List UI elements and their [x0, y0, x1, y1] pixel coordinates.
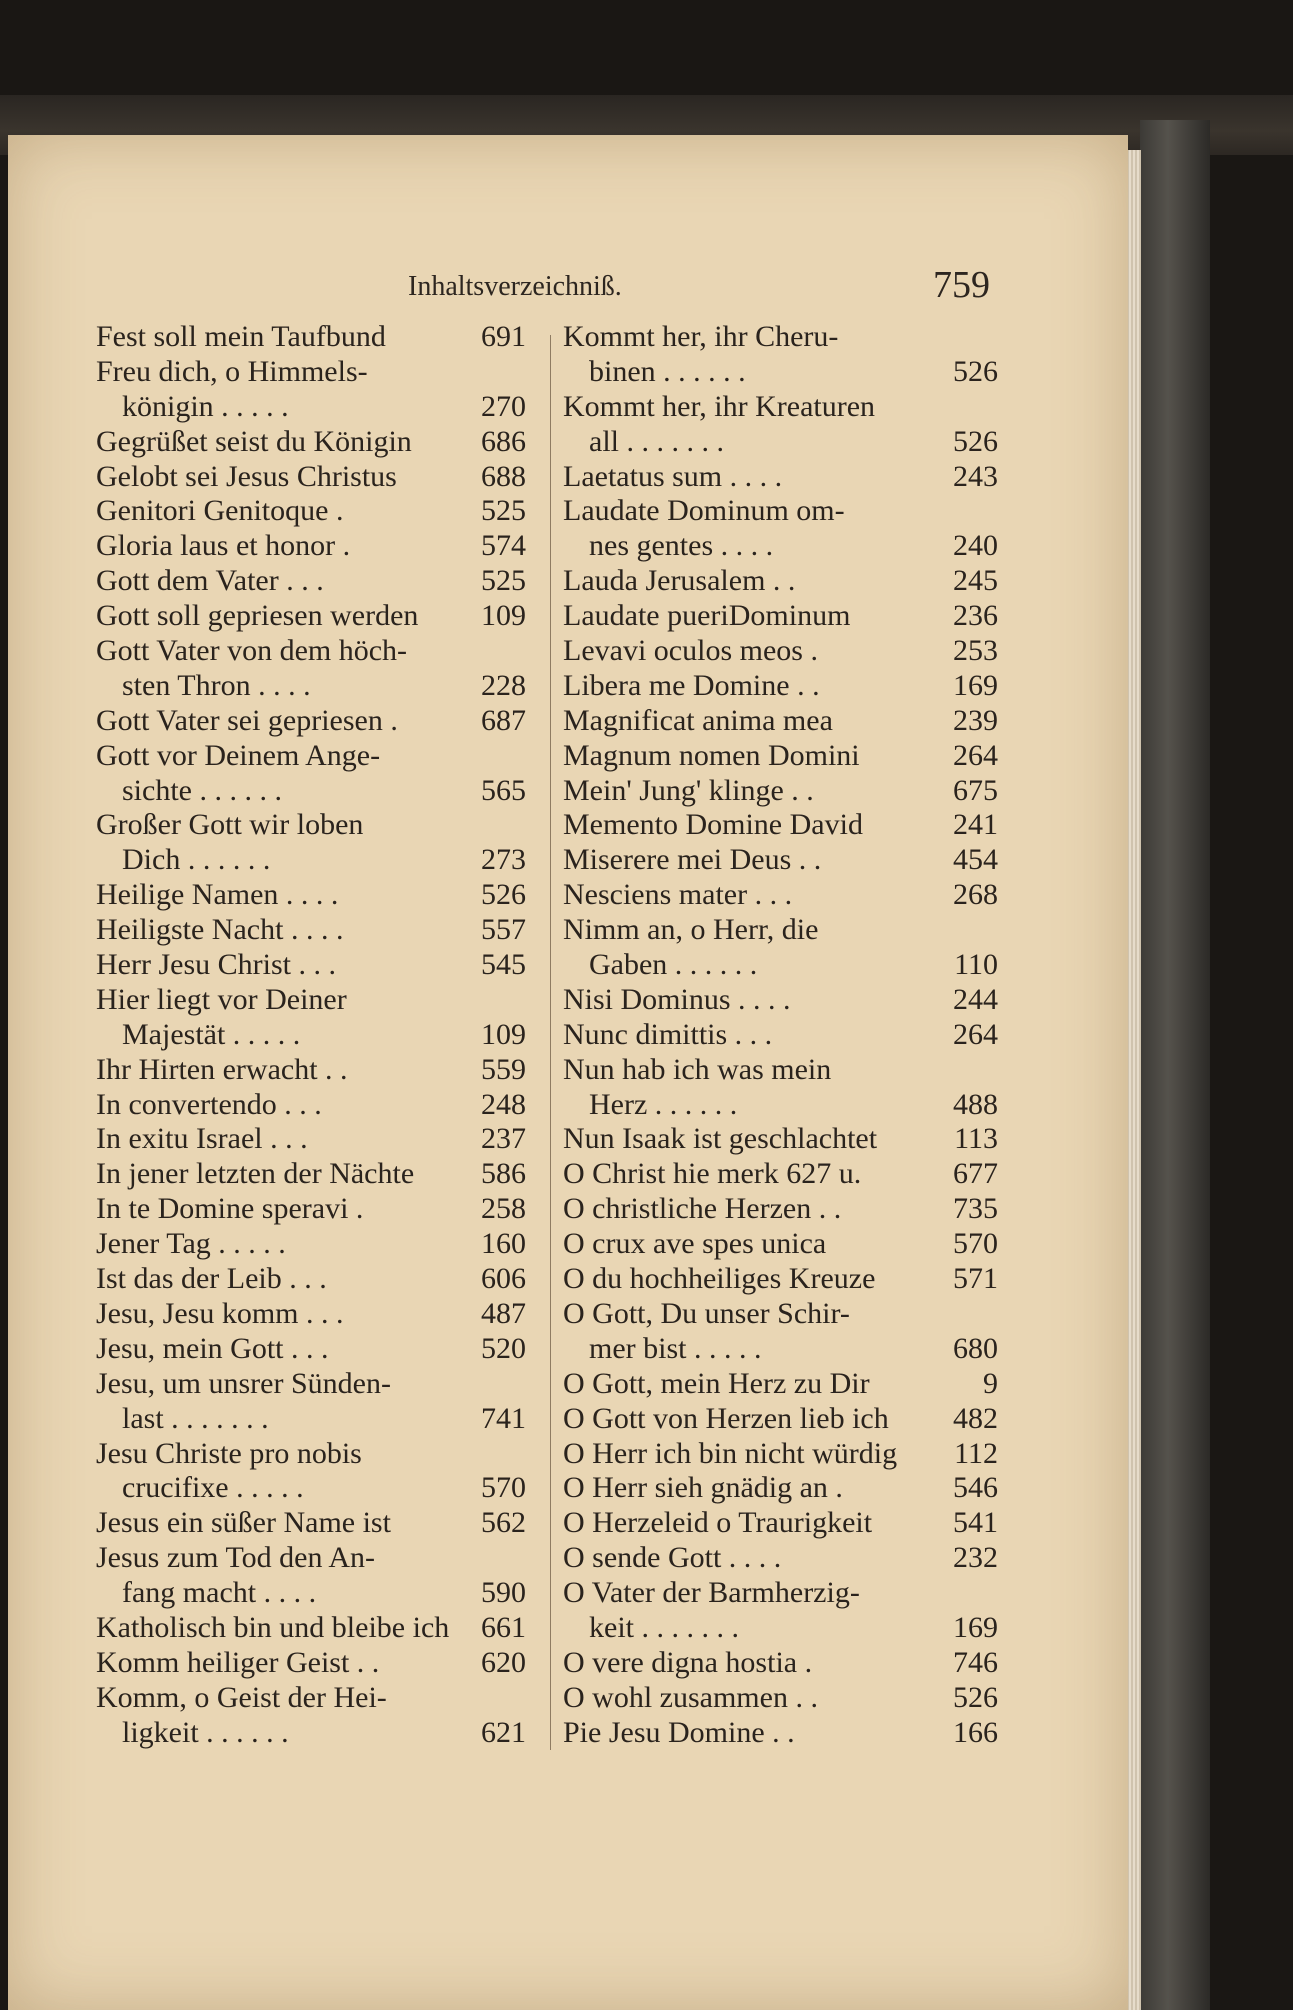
index-entry	[563, 1681, 998, 1716]
entry-page-number: 570	[481, 1471, 526, 1505]
entry-title: fang macht . . . .	[122, 1576, 317, 1610]
entry-page-number: 557	[481, 913, 526, 947]
entry-page-number: 160	[481, 1227, 526, 1261]
entry-title: Komm heiliger Geist . .	[96, 1645, 380, 1679]
book-page	[8, 135, 1128, 2010]
entry-title: O Gott, mein Herz zu Dir	[563, 1366, 870, 1400]
index-entry	[96, 808, 526, 843]
entry-page-number: 526	[953, 354, 998, 388]
entry-title: Libera me Domine . .	[563, 668, 820, 702]
entry-page-number: 565	[481, 773, 526, 807]
entry-title: nes gentes . . . .	[589, 529, 774, 563]
index-entry	[96, 1332, 526, 1367]
index-entry	[563, 1576, 998, 1611]
entry-title: Magnificat anima mea	[563, 703, 833, 737]
entry-page-number: 237	[481, 1122, 526, 1156]
entry-page-number: 570	[953, 1227, 998, 1261]
index-entry	[96, 739, 526, 774]
entry-title: Großer Gott wir loben	[96, 808, 364, 842]
entry-title: O Herr ich bin nicht würdig	[563, 1436, 898, 1470]
index-entry	[96, 425, 526, 460]
entry-title: Nesciens mater . . .	[563, 878, 793, 912]
index-entry	[96, 529, 526, 564]
entry-page-number: 545	[481, 948, 526, 982]
entry-title: crucifixe . . . . .	[122, 1471, 304, 1505]
entry-title: Hier liegt vor Deiner	[96, 982, 347, 1016]
index-entry	[563, 808, 998, 843]
index-entry	[96, 1018, 526, 1053]
entry-title: Gott Vater sei gepriesen .	[96, 703, 398, 737]
entry-title: Kommt her, ihr Kreaturen	[563, 389, 876, 423]
index-entry	[563, 739, 998, 774]
entry-title: Herz . . . . . .	[589, 1087, 738, 1121]
index-entry	[563, 1646, 998, 1681]
index-entry	[96, 1611, 526, 1646]
index-entry	[96, 1437, 526, 1472]
entry-page-number: 9	[983, 1366, 998, 1400]
entry-page-number: 240	[953, 529, 998, 563]
entry-title: In exitu Israel . . .	[96, 1122, 308, 1156]
entry-title: Lauda Jerusalem . .	[563, 564, 796, 598]
entry-page-number: 520	[481, 1331, 526, 1365]
entry-page-number: 677	[953, 1157, 998, 1191]
entry-title: O Christ hie merk 627 u.	[563, 1157, 862, 1191]
entry-title: Nimm an, o Herr, die	[563, 913, 819, 947]
index-entry	[563, 1227, 998, 1262]
index-entry	[96, 1088, 526, 1123]
entry-title: Laudate pueriDominum	[563, 599, 851, 633]
entry-page-number: 680	[953, 1331, 998, 1365]
entry-page-number: 526	[953, 1680, 998, 1714]
entry-page-number: 546	[953, 1471, 998, 1505]
entry-title: Memento Domine David	[563, 808, 863, 842]
entry-title: In te Domine speravi .	[96, 1192, 364, 1226]
entry-title: Jener Tag . . . . .	[96, 1227, 286, 1261]
entry-title: Jesu, Jesu komm . . .	[96, 1296, 344, 1330]
entry-title: Dich . . . . . .	[122, 843, 271, 877]
index-column-right	[563, 320, 998, 1751]
entry-page-number: 559	[481, 1052, 526, 1086]
entry-page-number: 586	[481, 1157, 526, 1191]
entry-title: Nunc dimittis . . .	[563, 1017, 773, 1051]
index-entry	[563, 948, 998, 983]
entry-title: Gott Vater von dem höch-	[96, 634, 408, 668]
entry-page-number: 621	[481, 1715, 526, 1749]
entry-page-number: 526	[953, 424, 998, 458]
index-entry	[96, 983, 526, 1018]
entry-page-number: 244	[953, 982, 998, 1016]
entry-title: O christliche Herzen . .	[563, 1192, 842, 1226]
index-entry	[96, 1227, 526, 1262]
index-entry	[563, 390, 998, 425]
entry-title: O Gott, Du unser Schir-	[563, 1296, 850, 1330]
entry-page-number: 169	[953, 668, 998, 702]
running-head	[8, 253, 1128, 313]
index-entry	[96, 390, 526, 425]
entry-title: In jener letzten der Nächte	[96, 1157, 415, 1191]
index-entry	[563, 1402, 998, 1437]
index-entry	[563, 634, 998, 669]
entry-page-number: 487	[481, 1296, 526, 1330]
entry-title: sten Thron . . . .	[122, 668, 311, 702]
index-entry	[96, 1506, 526, 1541]
entry-page-number: 688	[481, 459, 526, 493]
index-entry	[96, 1053, 526, 1088]
entry-page-number: 735	[953, 1192, 998, 1226]
entry-page-number: 686	[481, 424, 526, 458]
entry-title: Herr Jesu Christ . . .	[96, 948, 336, 982]
entry-page-number: 109	[481, 1017, 526, 1051]
entry-page-number: 488	[953, 1087, 998, 1121]
entry-page-number: 264	[953, 1017, 998, 1051]
entry-title: Freu dich, o Himmels-	[96, 354, 368, 388]
entry-title: Jesu, mein Gott . . .	[96, 1331, 329, 1365]
entry-page-number: 525	[481, 494, 526, 528]
entry-title: last . . . . . . .	[122, 1401, 269, 1435]
index-entry	[96, 669, 526, 704]
entry-page-number: 109	[481, 599, 526, 633]
index-entry	[563, 1157, 998, 1192]
index-entry	[96, 774, 526, 809]
entry-page-number: 245	[953, 564, 998, 598]
index-entry	[96, 913, 526, 948]
index-entry	[96, 1646, 526, 1681]
entry-title: all . . . . . . .	[589, 424, 724, 458]
index-entry	[96, 320, 526, 355]
entry-page-number: 620	[481, 1645, 526, 1679]
entry-title: O Gott von Herzen lieb ich	[563, 1401, 889, 1435]
index-entry	[96, 460, 526, 495]
entry-title: Laudate Dominum om-	[563, 494, 845, 528]
index-entry	[96, 1297, 526, 1332]
entry-title: O Vater der Barmherzig-	[563, 1576, 860, 1610]
entry-page-number: 248	[481, 1087, 526, 1121]
entry-title: Gott vor Deinem Ange-	[96, 738, 381, 772]
index-entry	[563, 1192, 998, 1227]
entry-page-number: 239	[953, 703, 998, 737]
entry-page-number: 571	[953, 1262, 998, 1296]
index-entry	[96, 1367, 526, 1402]
index-entry	[563, 913, 998, 948]
index-entry	[563, 564, 998, 599]
index-entry	[96, 1402, 526, 1437]
index-entry	[96, 1681, 526, 1716]
entry-page-number: 270	[481, 389, 526, 423]
entry-page-number: 236	[953, 599, 998, 633]
entry-title: Miserere mei Deus . .	[563, 843, 822, 877]
entry-title: Mein' Jung' klinge . .	[563, 773, 814, 807]
entry-title: Ihr Hirten erwacht . .	[96, 1052, 348, 1086]
entry-page-number: 541	[953, 1506, 998, 1540]
entry-title: Genitori Genitoque .	[96, 494, 344, 528]
index-entry	[563, 425, 998, 460]
index-entry	[563, 320, 998, 355]
index-entry	[563, 1053, 998, 1088]
index-entry	[563, 843, 998, 878]
entry-page-number: 169	[953, 1610, 998, 1644]
index-entry	[563, 669, 998, 704]
index-entry	[563, 460, 998, 495]
entry-page-number: 526	[481, 878, 526, 912]
entry-title: Heilige Namen . . . .	[96, 878, 339, 912]
entry-title: mer bist . . . . .	[589, 1331, 762, 1365]
index-entry	[96, 843, 526, 878]
index-entry	[563, 1541, 998, 1576]
entry-title: Levavi oculos meos .	[563, 634, 818, 668]
index-entry	[96, 1157, 526, 1192]
entry-page-number: 574	[481, 529, 526, 563]
entry-page-number: 273	[481, 843, 526, 877]
book-cover-spine	[1140, 120, 1210, 2010]
entry-title: Fest soll mein Taufbund	[96, 320, 386, 353]
entry-page-number: 525	[481, 564, 526, 598]
index-entry	[563, 1088, 998, 1123]
entry-title: O vere digna hostia .	[563, 1645, 813, 1679]
column-divider	[550, 335, 551, 1750]
entry-title: Gaben . . . . . .	[589, 948, 758, 982]
entry-title: Jesus zum Tod den An-	[96, 1541, 375, 1575]
entry-page-number: 590	[481, 1576, 526, 1610]
entry-title: Laetatus sum . . . .	[563, 459, 783, 493]
index-entry	[563, 355, 998, 390]
index-entry	[563, 1018, 998, 1053]
index-entry	[563, 1471, 998, 1506]
entry-title: O wohl zusammen . .	[563, 1680, 818, 1714]
entry-title: Gloria laus et honor .	[96, 529, 351, 563]
entry-page-number: 661	[481, 1610, 526, 1644]
index-entry	[563, 1262, 998, 1297]
index-entry	[96, 1576, 526, 1611]
entry-title: Jesus ein süßer Name ist	[96, 1506, 391, 1540]
entry-page-number: 606	[481, 1262, 526, 1296]
index-entry	[96, 1262, 526, 1297]
entry-title: Nisi Dominus . . . .	[563, 982, 791, 1016]
entry-page-number: 258	[481, 1192, 526, 1226]
entry-title: Gott soll gepriesen werden	[96, 599, 419, 633]
entry-page-number: 691	[481, 320, 526, 353]
entry-page-number: 232	[953, 1541, 998, 1575]
entry-title: Heiligste Nacht . . . .	[96, 913, 344, 947]
page-title: Inhaltsverzeichniß.	[408, 271, 622, 302]
entry-title: In convertendo . . .	[96, 1087, 322, 1121]
index-entry	[96, 494, 526, 529]
entry-page-number: 243	[953, 459, 998, 493]
index-entry	[96, 599, 526, 634]
index-entry	[96, 1192, 526, 1227]
entry-page-number: 746	[953, 1645, 998, 1679]
index-entry	[563, 494, 998, 529]
entry-page-number: 741	[481, 1401, 526, 1435]
index-entry	[563, 1367, 998, 1402]
index-entry	[96, 564, 526, 599]
index-entry	[96, 1471, 526, 1506]
entry-page-number: 687	[481, 703, 526, 737]
entry-title: binen . . . . . .	[589, 354, 746, 388]
index-entry	[96, 1541, 526, 1576]
entry-title: Kommt her, ihr Cheru-	[563, 320, 839, 353]
index-entry	[96, 704, 526, 739]
entry-page-number: 482	[953, 1401, 998, 1435]
entry-title: O Herzeleid o Traurigkeit	[563, 1506, 873, 1540]
index-entry	[563, 1122, 998, 1157]
entry-title: Jesu Christe pro nobis	[96, 1436, 362, 1470]
index-entry	[96, 634, 526, 669]
page-number: 759	[933, 264, 990, 306]
entry-title: Gegrüßet seist du Königin	[96, 424, 412, 458]
entry-page-number: 253	[953, 634, 998, 668]
entry-title: Gelobt sei Jesus Christus	[96, 459, 397, 493]
index-entry	[563, 704, 998, 739]
entry-title: O du hochheiliges Kreuze	[563, 1262, 876, 1296]
entry-title: O crux ave spes unica	[563, 1227, 827, 1261]
index-entry	[563, 878, 998, 913]
entry-page-number: 264	[953, 738, 998, 772]
entry-page-number: 228	[481, 668, 526, 702]
index-entry	[563, 1437, 998, 1472]
entry-title: Magnum nomen Domini	[563, 738, 860, 772]
index-entry	[96, 878, 526, 913]
entry-title: Gott dem Vater . . .	[96, 564, 324, 598]
entry-page-number: 113	[954, 1122, 998, 1156]
index-entry	[96, 948, 526, 983]
entry-title: O sende Gott . . . .	[563, 1541, 782, 1575]
entry-page-number: 166	[953, 1715, 998, 1749]
entry-title: Pie Jesu Domine . .	[563, 1715, 795, 1749]
entry-title: Jesu, um unsrer Sünden-	[96, 1366, 391, 1400]
index-entry	[96, 1716, 526, 1751]
entry-page-number: 675	[953, 773, 998, 807]
entry-page-number: 112	[954, 1436, 998, 1470]
index-entry	[563, 774, 998, 809]
entry-title: sichte . . . . . .	[122, 773, 282, 807]
entry-page-number: 454	[953, 843, 998, 877]
index-entry	[563, 599, 998, 634]
entry-title: königin . . . . .	[122, 389, 289, 423]
entry-page-number: 562	[481, 1506, 526, 1540]
entry-title: Komm, o Geist der Hei-	[96, 1680, 387, 1714]
entry-title: Nun Isaak ist geschlachtet	[563, 1122, 878, 1156]
index-entry	[563, 983, 998, 1018]
entry-title: Ist das der Leib . . .	[96, 1262, 327, 1296]
entry-title: keit . . . . . . .	[589, 1610, 739, 1644]
entry-title: Majestät . . . . .	[122, 1017, 301, 1051]
entry-title: O Herr sieh gnädig an .	[563, 1471, 843, 1505]
index-entry	[563, 529, 998, 564]
entry-page-number: 241	[953, 808, 998, 842]
entry-title: Nun hab ich was mein	[563, 1052, 832, 1086]
entry-title: Katholisch bin und bleibe ich	[96, 1610, 450, 1644]
entry-page-number: 268	[953, 878, 998, 912]
index-entry	[96, 1122, 526, 1157]
entry-page-number: 110	[954, 948, 998, 982]
index-column-left	[96, 320, 526, 1751]
entry-title: ligkeit . . . . . .	[122, 1715, 289, 1749]
index-entry	[96, 355, 526, 390]
index-entry	[563, 1332, 998, 1367]
index-entry	[563, 1506, 998, 1541]
index-entry	[563, 1611, 998, 1646]
index-entry	[563, 1716, 998, 1751]
index-entry	[563, 1297, 998, 1332]
